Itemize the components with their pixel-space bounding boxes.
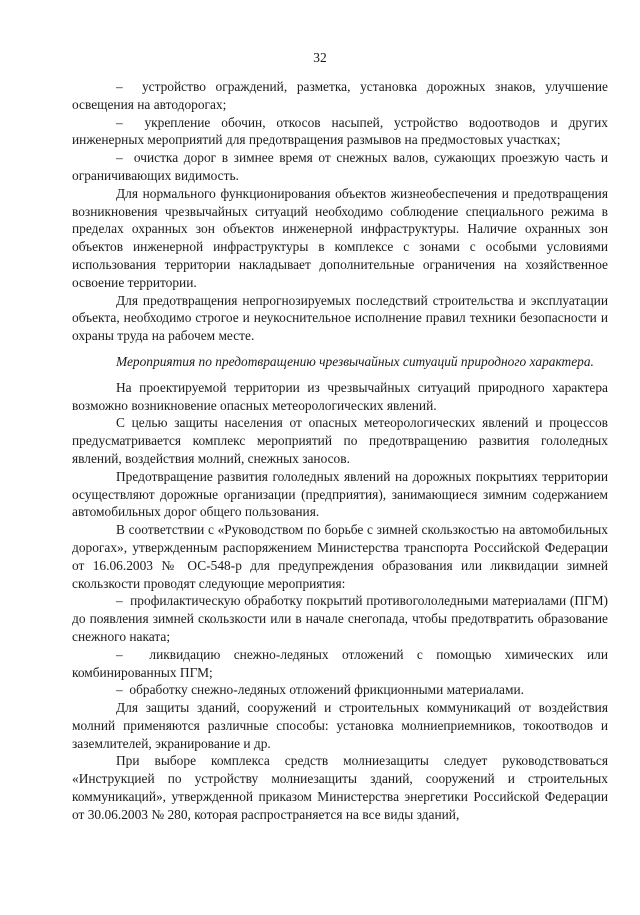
section-heading-natural-emergencies: Мероприятия по предотвращению чрезвычайных ситуаций природного характера. [116, 353, 594, 369]
paragraph-protection-zones: Для нормального функционирования объектов жизнеобеспечения и предотвращения возникновения чрезвычайных ситуаций необходимо соблюдение специального режима в пределах охранных зон объектов инженерной инфраструктуры. Наличие охранных зон объектов инженерной инфраструктуры в комплексе с зонами с особыми условиями использования территории накладывает дополнительные ограничения на хозяйственное освоение территории. [72, 185, 608, 290]
paragraph-lightning-instruction: При выборе комплекса средств молниезащиты следует руководствоваться «Инструкцией по устройству молниезащиты зданий, сооружений и строительных коммуникаций», утвержденной приказом Министерства энергетики Российской Федерации от 30.06.2003 № 280, которая распространяется на все виды зданий, [72, 753, 608, 822]
paragraph-winter-slipperiness-guide: В соответствии с «Руководством по борьбе с зимней скользкостью на автомобильных дорогах», утвержденным распоряжением Министерства транспорта Российской Федерации от 16.06.2003 № ОС-548-р для предупреждения образования или ликвидации зимней скользкости проводят следующие мероприятия: [72, 522, 608, 591]
list-item-preventive-treatment: – профилактическую обработку покрытий противогололедными материалами (ПГМ) до появления зимней скользкости или в начале снегопада, чтобы предотвратить образование снежного наката; [72, 593, 608, 644]
document-body [72, 78, 608, 824]
paragraph-protection-measures: С целью защиты населения от опасных метеорологических явлений и процессов предусматривается комплекс мероприятий по предотвращению развития гололедных явлений, воздействия молний, снежных заносов. [72, 415, 608, 466]
paragraph-lightning-protection: Для защиты зданий, сооружений и строительных коммуникаций от воздействия молний применяются различные способы: установка молниеприемников, токоотводов и заземлителей, экранирование и др. [72, 700, 608, 751]
list-item-friction-materials: – обработку снежно-ледяных отложений фрикционными материалами. [116, 682, 524, 698]
list-item-roadside-strengthening: – укрепление обочин, откосов насыпей, устройство водоотводов и других инженерных мероприятий для предотвращения размывов на предмостовых участках; [72, 114, 608, 148]
list-item-road-fencing: – устройство ограждений, разметка, установка дорожных знаков, улучшение освещения на автодорогах; [72, 79, 608, 112]
paragraph-ice-prevention: Предотвращение развития гололедных явлений на дорожных покрытиях территории осуществляют дорожные организации (предприятия), занимающиеся зимним содержанием автомобильных дорог общего пользования. [72, 468, 608, 520]
paragraph-safety-rules: Для предотвращения непрогнозируемых последствий строительства и эксплуатации объекта, необходимо строгое и неукоснительное исполнение правил техники безопасности и охраны труда на рабочем месте. [72, 292, 608, 344]
list-item-ice-removal: – ликвидацию снежно-ледяных отложений с помощью химических или комбинированных ПГМ; [72, 646, 608, 680]
paragraph-meteorological-hazards: На проектируемой территории из чрезвычайных ситуаций природного характера возможно возникновение опасных метеорологических явлений. [72, 379, 608, 413]
list-item-winter-clearing: – очистка дорог в зимнее время от снежных валов, сужающих проезжую часть и ограничивающих видимость. [72, 150, 608, 183]
page-number: 32 [313, 50, 327, 65]
